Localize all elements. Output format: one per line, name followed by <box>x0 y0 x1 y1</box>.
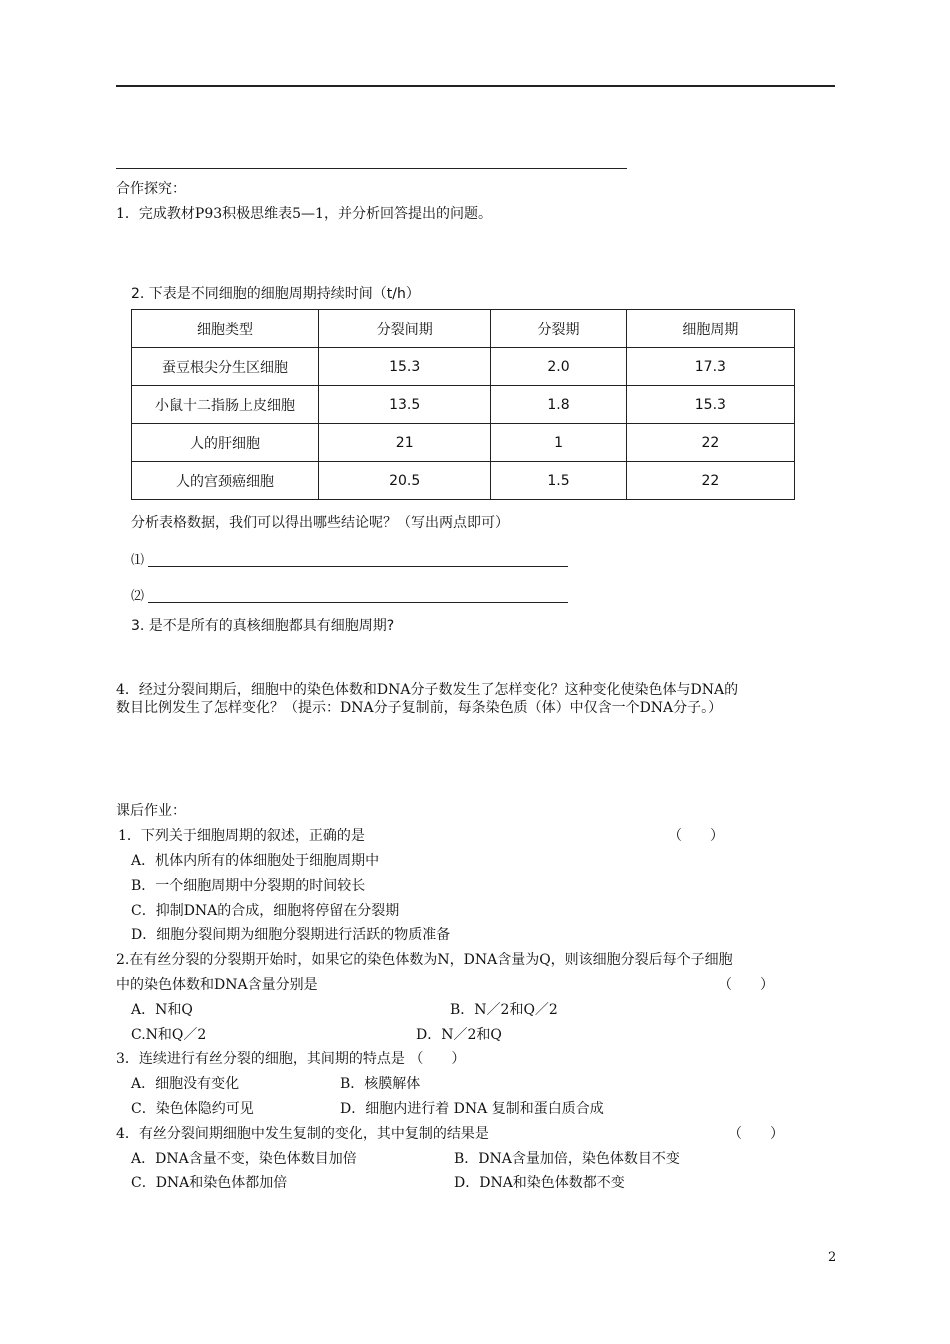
hw-q3-option-c: C．染色体隐约可见 <box>131 1101 254 1117</box>
table-cell: 21 <box>319 424 491 462</box>
table-header-cell: 细胞周期 <box>626 310 794 348</box>
hw-q2-option-d: D．N／2和Q <box>416 1027 502 1043</box>
table-cell: 15.3 <box>319 348 491 386</box>
explore-question-2-title: 2. 下表是不同细胞的细胞周期持续时间（t/h） <box>131 286 420 302</box>
section-title-homework: 课后作业： <box>116 803 186 819</box>
explore-question-1: 1．完成教材P93积极思维表5—1，并分析回答提出的问题。 <box>116 206 492 222</box>
header-rule <box>116 85 835 87</box>
explore-question-4-line2: 数目比例发生了怎样变化？（提示：DNA分子复制前，每条染色质（体）中仅含一个DNA分子。） <box>116 700 723 716</box>
table-cell: 小鼠十二指肠上皮细胞 <box>132 386 319 424</box>
hw-q2-option-a: A．N和Q <box>131 1002 193 1018</box>
table-row <box>132 348 795 386</box>
answer-label-1: ⑴ <box>131 553 145 568</box>
hw-q1-stem: 1．下列关于细胞周期的叙述，正确的是 <box>118 828 365 844</box>
hw-q4-option-d: D．DNA和染色体数都不变 <box>454 1175 625 1191</box>
hw-q2-option-c: C.N和Q／2 <box>131 1027 207 1043</box>
table-header-row <box>132 310 795 348</box>
hw-q1-option-a: A．机体内所有的体细胞处于细胞周期中 <box>131 853 380 869</box>
hw-q1-option-b: B．一个细胞周期中分裂期的时间较长 <box>131 878 366 894</box>
table-header-cell: 分裂期 <box>491 310 626 348</box>
table-cell: 1.8 <box>491 386 626 424</box>
hw-q4-option-b: B．DNA含量加倍，染色体数目不变 <box>454 1151 680 1167</box>
table-cell: 人的宫颈癌细胞 <box>132 462 319 500</box>
hw-q4-option-c: C．DNA和染色体都加倍 <box>131 1175 288 1191</box>
table-cell: 15.3 <box>626 386 794 424</box>
table-cell: 2.0 <box>491 348 626 386</box>
answer-line-2[interactable] <box>148 602 568 603</box>
hw-q1-answer-paren[interactable]: （ ） <box>668 828 724 844</box>
table-row <box>132 462 795 500</box>
hw-q2-option-b: B．N／2和Q／2 <box>450 1002 558 1018</box>
hw-q1-option-d: D．细胞分裂间期为细胞分裂期进行活跃的物质准备 <box>131 927 451 943</box>
hw-q2-stem-line1: 2.在有丝分裂的分裂期开始时，如果它的染色体数为N，DNA含量为Q，则该细胞分裂后每个子细胞 <box>116 952 733 968</box>
cell-cycle-table <box>131 309 795 500</box>
hw-q3-option-d: D．细胞内进行着 DNA 复制和蛋白质合成 <box>340 1101 604 1117</box>
section-title-explore: 合作探究： <box>116 181 186 197</box>
table-cell: 22 <box>626 424 794 462</box>
hw-q2-answer-paren[interactable]: （ ） <box>718 977 774 993</box>
analysis-prompt: 分析表格数据，我们可以得出哪些结论呢？（写出两点即可） <box>131 515 509 531</box>
explore-question-3: 3. 是不是所有的真核细胞都具有细胞周期? <box>131 618 395 634</box>
explore-question-4-line1: 4．经过分裂间期后，细胞中的染色体数和DNA分子数发生了怎样变化？这种变化使染色体与DNA的 <box>116 682 739 698</box>
table-cell: 1 <box>491 424 626 462</box>
table-header-cell: 分裂间期 <box>319 310 491 348</box>
hw-q4-stem: 4．有丝分裂间期细胞中发生复制的变化，其中复制的结果是 <box>116 1126 489 1142</box>
hw-q4-option-a: A．DNA含量不变，染色体数目加倍 <box>131 1151 357 1167</box>
table-header-cell: 细胞类型 <box>132 310 319 348</box>
page-number: 2 <box>828 1250 837 1265</box>
table-row <box>132 386 795 424</box>
answer-rule <box>116 168 627 169</box>
hw-q3-option-a: A．细胞没有变化 <box>131 1076 240 1092</box>
hw-q3-stem: 3．连续进行有丝分裂的细胞，其间期的特点是 （ ） <box>116 1051 466 1067</box>
hw-q3-option-b: B．核膜解体 <box>340 1076 421 1092</box>
answer-label-2: ⑵ <box>131 589 145 604</box>
table-cell: 13.5 <box>319 386 491 424</box>
table-row <box>132 424 795 462</box>
table-cell: 1.5 <box>491 462 626 500</box>
table-cell: 20.5 <box>319 462 491 500</box>
hw-q1-option-c: C．抑制DNA的合成，细胞将停留在分裂期 <box>131 903 400 919</box>
table-cell: 17.3 <box>626 348 794 386</box>
table-cell: 蚕豆根尖分生区细胞 <box>132 348 319 386</box>
table-cell: 人的肝细胞 <box>132 424 319 462</box>
hw-q4-answer-paren[interactable]: （ ） <box>728 1126 784 1142</box>
table-cell: 22 <box>626 462 794 500</box>
hw-q2-stem-line2: 中的染色体数和DNA含量分别是 <box>116 977 318 993</box>
answer-line-1[interactable] <box>148 566 568 567</box>
